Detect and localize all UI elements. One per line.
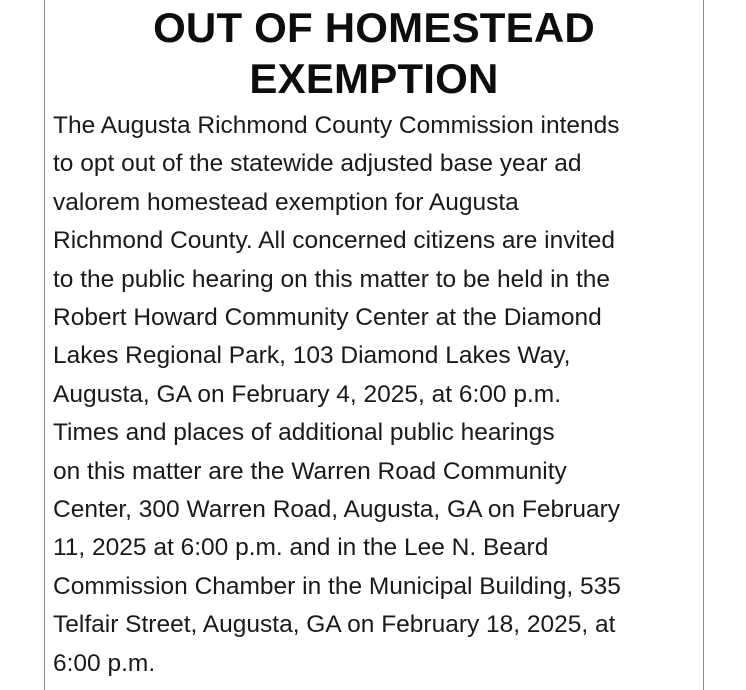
body-line: 11, 2025 at 6:00 p.m. and in the Lee N. Beard xyxy=(53,534,549,562)
body-line: on this matter are the Warren Road Community xyxy=(53,457,567,485)
notice-body xyxy=(45,104,703,683)
body-line: Times and places of additional public hearings xyxy=(53,419,555,447)
headline-line: OUT OF HOMESTEAD xyxy=(153,4,595,51)
body-line: to the public hearing on this matter to be held in the xyxy=(53,265,611,293)
notice-headline xyxy=(45,0,703,104)
headline-line: EXEMPTION xyxy=(249,55,499,102)
body-line: The Augusta Richmond County Commission intends xyxy=(53,112,620,139)
body-line: Augusta, GA on February 4, 2025, at 6:00 p.m. xyxy=(53,380,562,408)
body-line: Telfair Street, Augusta, GA on February 18, 2025, at xyxy=(53,611,616,639)
body-line: 6:00 p.m. xyxy=(53,649,156,677)
body-line: to opt out of the statewide adjusted base year ad xyxy=(53,150,582,178)
body-line: Commission Chamber in the Municipal Building, 535 xyxy=(53,572,621,600)
body-line: valorem homestead exemption for Augusta xyxy=(53,188,519,216)
body-line: Robert Howard Community Center at the Diamond xyxy=(53,304,602,332)
public-notice xyxy=(44,0,704,690)
body-line: Center, 300 Warren Road, Augusta, GA on February xyxy=(53,496,620,524)
body-line: Richmond County. All concerned citizens are invited xyxy=(53,227,615,255)
body-line: Lakes Regional Park, 103 Diamond Lakes Way, xyxy=(53,342,571,370)
